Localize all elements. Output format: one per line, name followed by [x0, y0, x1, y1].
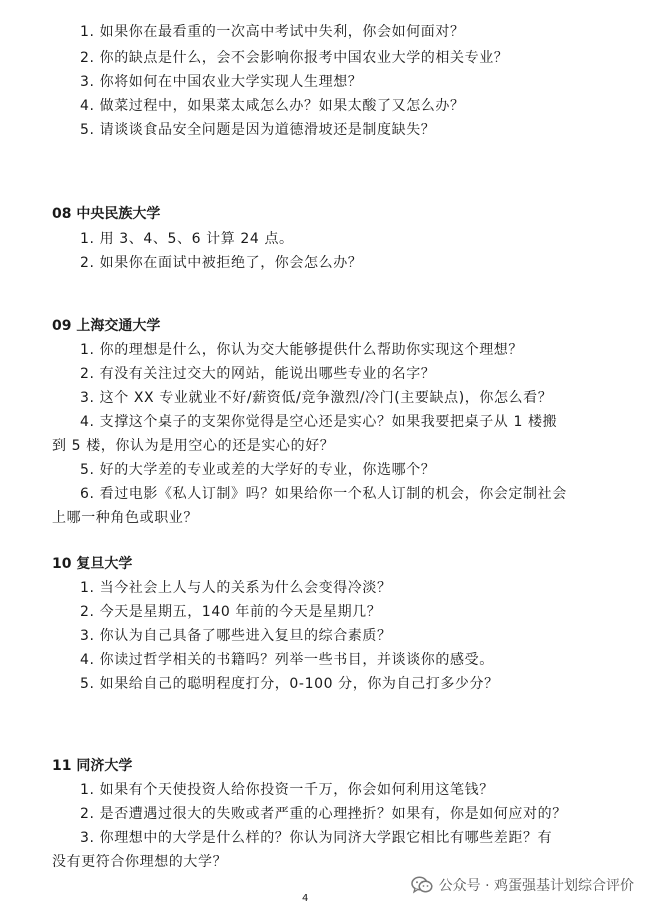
section-heading: 10 复旦大学	[52, 556, 133, 572]
question-item: 5. 请谈谈食品安全问题是因为道德滑坡还是制度缺失？	[80, 122, 436, 138]
question-item: 1. 用 3、4、5、6 计算 24 点。	[80, 231, 294, 247]
question-item-continuation: 没有更符合你理想的大学？	[52, 854, 228, 870]
page-number: 4	[302, 893, 309, 904]
section-heading: 09 上海交通大学	[52, 318, 161, 334]
question-item: 4. 你读过哲学相关的书籍吗？列举一些书目，并谈谈你的感受。	[80, 652, 494, 668]
question-item: 2. 如果你在面试中被拒绝了，你会怎么办？	[80, 255, 363, 271]
watermark-text: 公众号 · 鸡蛋强基计划综合评价	[438, 878, 634, 894]
question-item: 6. 看过电影《私人订制》吗？如果给你一个私人订制的机会，你会定制社会	[80, 486, 567, 502]
question-item: 5. 如果给自己的聪明程度打分，0-100 分，你为自己打多少分？	[80, 676, 499, 692]
question-item-continuation: 上哪一种角色或职业？	[52, 510, 198, 526]
question-item: 1. 如果你在最看重的一次高中考试中失利，你会如何面对？	[80, 24, 465, 40]
question-item: 3. 你理想中的大学是什么样的？你认为同济大学跟它相比有哪些差距？有	[80, 830, 553, 846]
question-item: 3. 这个 XX 专业就业不好/薪资低/竞争激烈/冷门(主要缺点)，你怎么看？	[80, 390, 553, 406]
question-item: 4. 做菜过程中，如果菜太咸怎么办？如果太酸了又怎么办？	[80, 98, 465, 114]
watermark	[411, 874, 634, 896]
question-item: 2. 今天是星期五，140 年前的今天是星期几？	[80, 604, 382, 620]
question-item: 3. 你认为自己具备了哪些进入复旦的综合素质？	[80, 628, 392, 644]
question-item: 1. 如果有个天使投资人给你投资一千万，你会如何利用这笔钱？	[80, 782, 494, 798]
question-item: 1. 你的理想是什么，你认为交大能够提供什么帮助你实现这个理想？	[80, 342, 524, 358]
question-item-continuation: 到 5 楼，你认为是用空心的还是实心的好？	[52, 438, 335, 454]
wechat-icon	[411, 876, 433, 894]
section-heading: 11 同济大学	[52, 758, 133, 774]
question-item: 2. 你的缺点是什么，会不会影响你报考中国农业大学的相关专业？	[80, 50, 509, 66]
question-item: 3. 你将如何在中国农业大学实现人生理想？	[80, 74, 363, 90]
question-item: 2. 有没有关注过交大的网站，能说出哪些专业的名字？	[80, 366, 436, 382]
question-item: 5. 好的大学差的专业或差的大学好的专业，你选哪个？	[80, 462, 436, 478]
question-item: 4. 支撑这个桌子的支架你觉得是空心还是实心？如果我要把桌子从 1 楼搬	[80, 414, 558, 430]
question-item: 2. 是否遭遇过很大的失败或者严重的心理挫折？如果有，你是如何应对的？	[80, 806, 567, 822]
section-heading: 08 中央民族大学	[52, 206, 161, 222]
question-item: 1. 当今社会上人与人的关系为什么会变得冷淡？	[80, 580, 392, 596]
